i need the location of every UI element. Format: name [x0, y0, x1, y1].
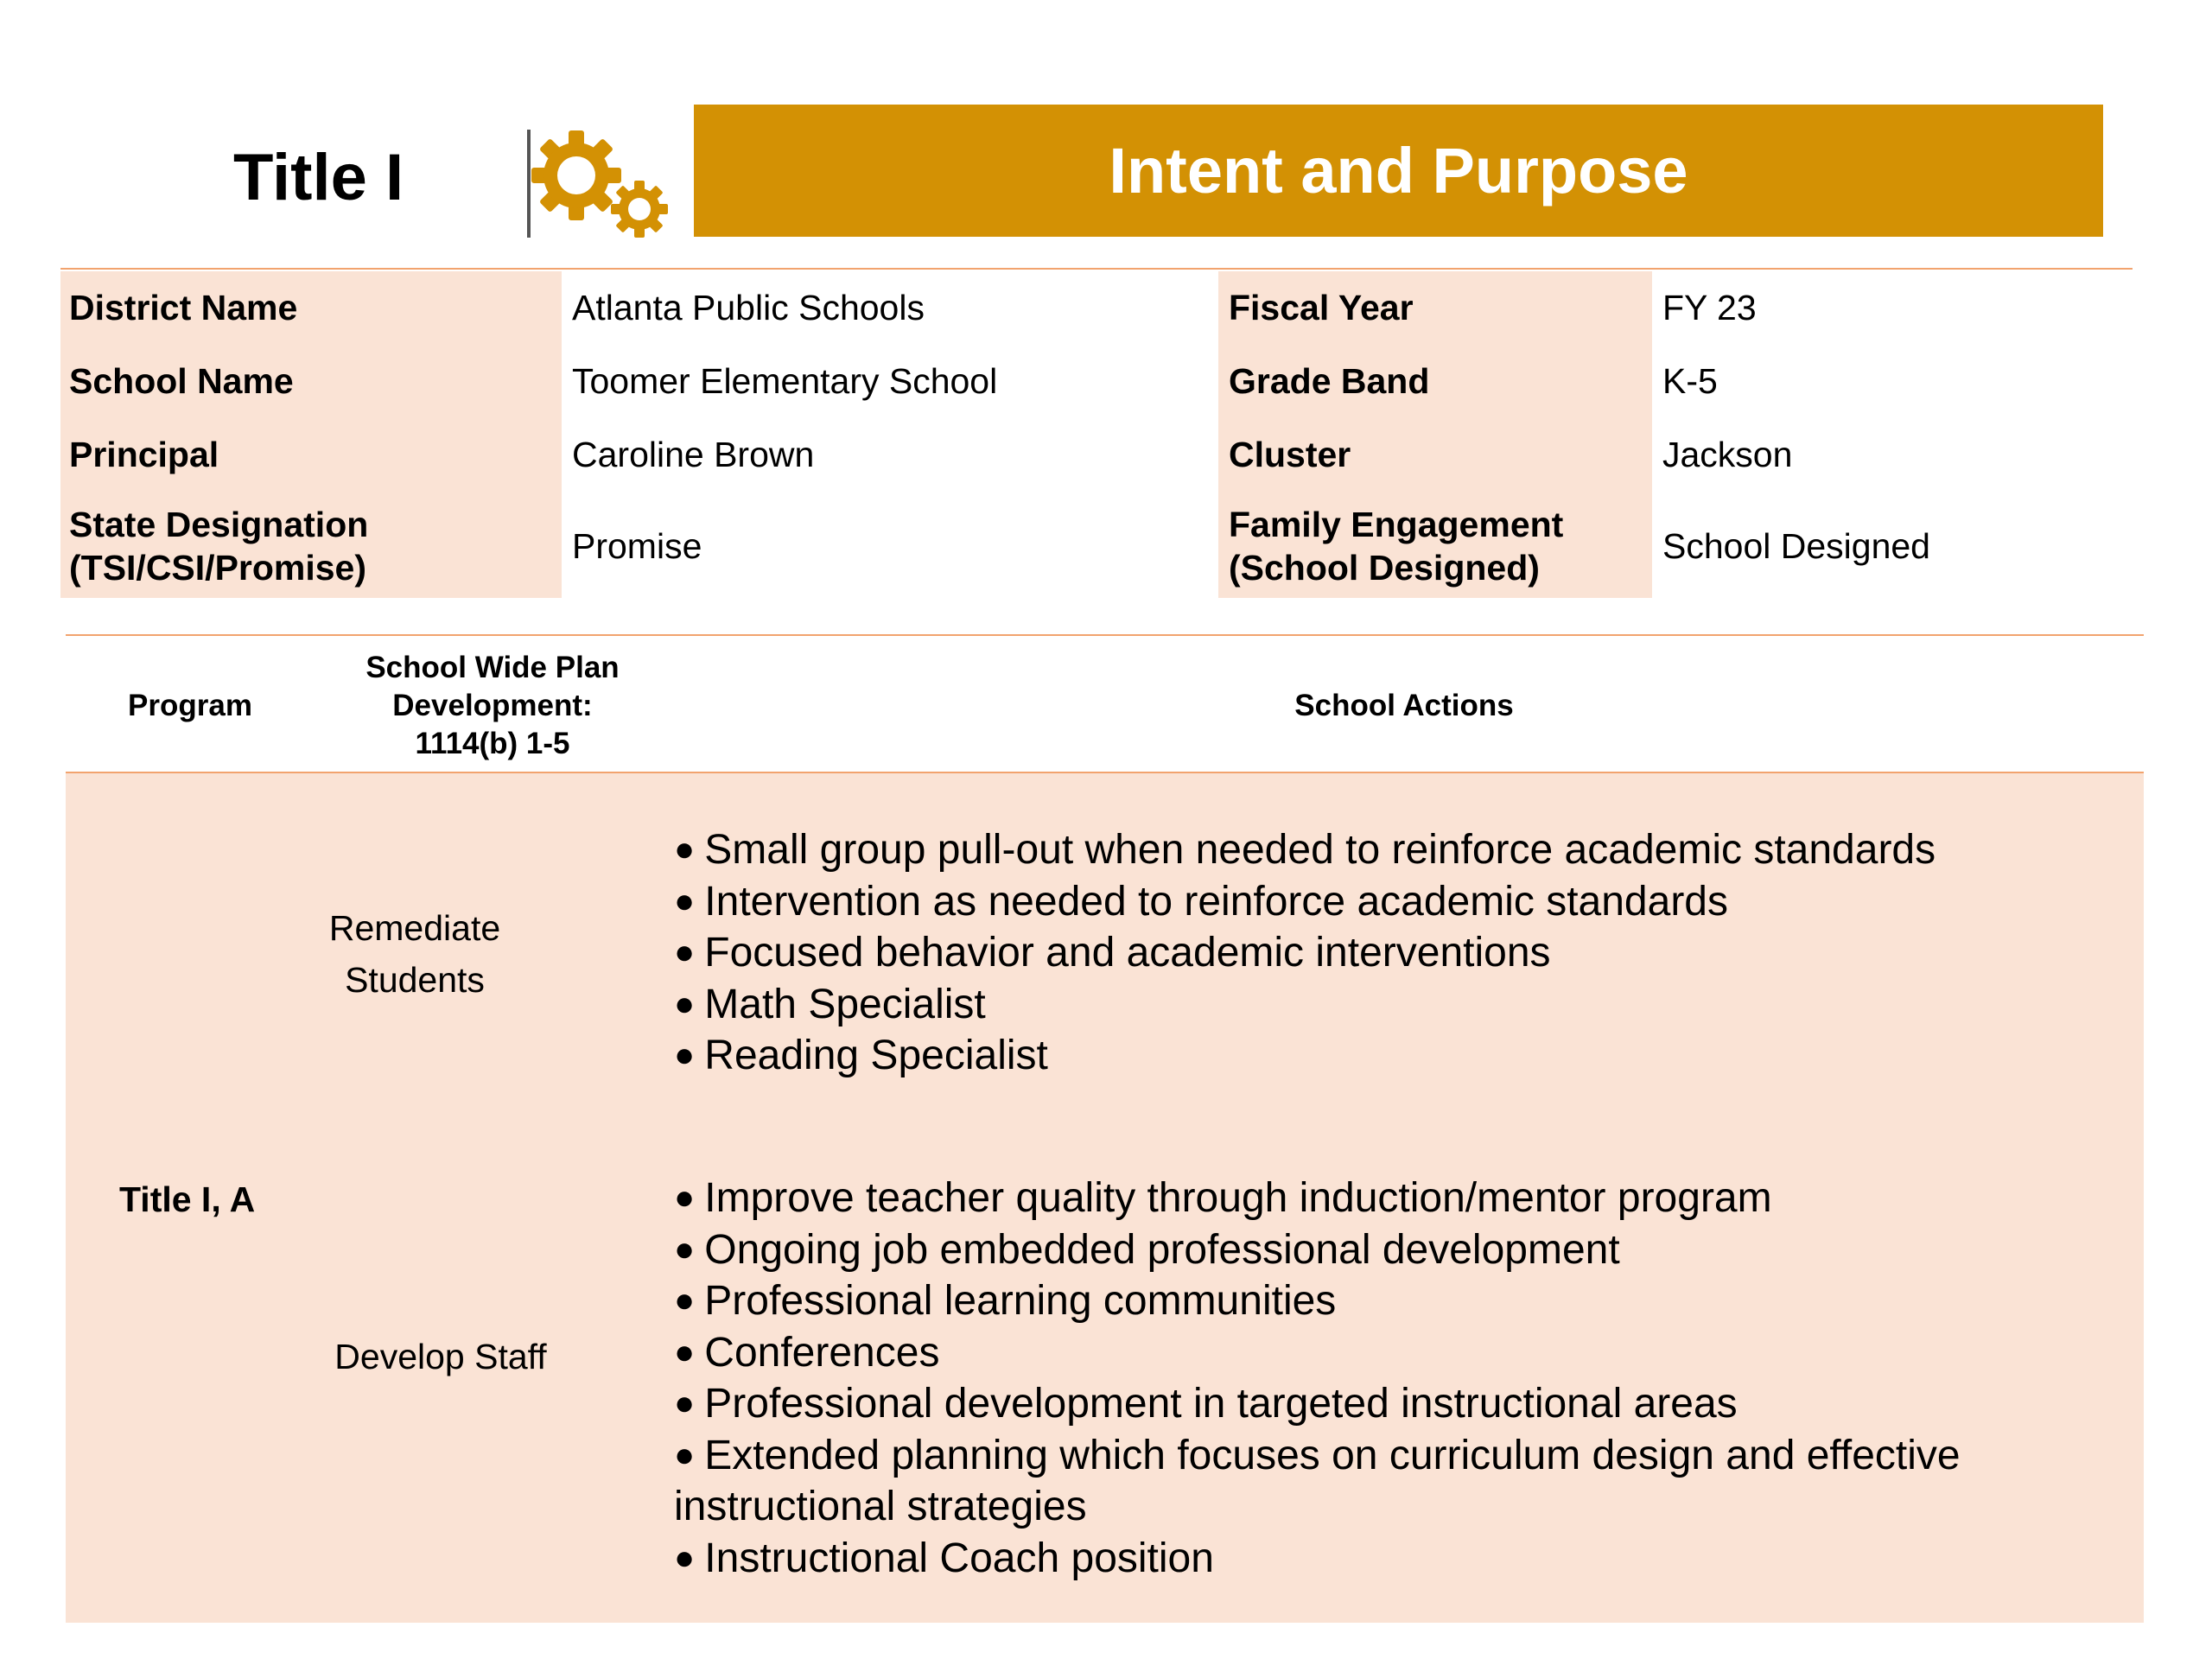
list-item: ● Focused behavior and academic interventions: [674, 927, 2126, 979]
list-item: ● Conferences: [674, 1327, 2126, 1379]
list-item: ● Improve teacher quality through induction/mentor program: [674, 1173, 2126, 1224]
principal-value: Caroline Brown: [572, 435, 815, 474]
banner-title: Intent and Purpose: [1109, 135, 1688, 207]
category-line1: Remediate: [328, 908, 501, 948]
list-item: ● Intervention as needed to reinforce academic standards: [674, 876, 2126, 928]
header-plan-line3: 1114(b) 1-5: [415, 727, 570, 760]
header-program: Program: [128, 689, 252, 722]
category-develop-staff: [320, 1331, 562, 1382]
page-title: Title I: [233, 141, 404, 214]
table-top-rule: [66, 634, 2144, 636]
principal-label: Principal: [69, 435, 219, 474]
list-item: ● Extended planning which focuses on curriculum design and effective instructional strategies: [674, 1430, 2126, 1533]
header-plan-line1: School Wide Plan: [365, 651, 620, 684]
grade-band-value: K-5: [1662, 361, 1718, 401]
family-engagement-label-line1: Family Engagement: [1229, 505, 1564, 544]
program-name: Title I, A: [119, 1179, 256, 1219]
state-designation-label: [69, 503, 368, 589]
district-name-label: District Name: [69, 288, 298, 327]
actions-develop-staff: [674, 1173, 2126, 1584]
state-designation-value: Promise: [572, 526, 702, 566]
state-designation-label-line1: State Designation: [69, 505, 369, 544]
fiscal-year-value: FY 23: [1662, 288, 1757, 327]
school-name-label: School Name: [69, 361, 294, 401]
list-item: ● Instructional Coach position: [674, 1533, 2126, 1585]
category-line2: Students: [345, 960, 485, 1000]
school-name-value: Toomer Elementary School: [572, 361, 998, 401]
cluster-label: Cluster: [1229, 435, 1351, 474]
gears-icon: [529, 128, 671, 240]
fiscal-year-label: Fiscal Year: [1229, 288, 1414, 327]
category-remediate-students: [311, 902, 518, 1006]
list-item: ● Small group pull-out when needed to reinforce academic standards: [674, 824, 2126, 876]
list-item: ● Reading Specialist: [674, 1030, 2126, 1082]
family-engagement-label-line2: (School Designed): [1229, 548, 1540, 588]
section-banner: [694, 105, 2103, 237]
family-engagement-value: School Designed: [1662, 526, 1930, 566]
list-item: ● Math Specialist: [674, 979, 2126, 1031]
list-item: ● Professional development in targeted instructional areas: [674, 1378, 2126, 1430]
header-plan-development: [328, 649, 657, 763]
state-designation-label-line2: (TSI/CSI/Promise): [69, 548, 367, 588]
family-engagement-label: [1229, 503, 1563, 589]
grade-band-label: Grade Band: [1229, 361, 1430, 401]
info-top-rule: [60, 268, 2133, 270]
actions-remediate-students: [674, 824, 2126, 1082]
list-item: ● Professional learning communities: [674, 1275, 2126, 1327]
list-item: ● Ongoing job embedded professional development: [674, 1224, 2126, 1276]
header-plan-line2: Development:: [392, 689, 593, 722]
cluster-value: Jackson: [1662, 435, 1793, 474]
category-line1: Develop Staff: [334, 1337, 547, 1376]
header-school-actions: School Actions: [1294, 689, 1514, 722]
district-name-value: Atlanta Public Schools: [572, 288, 925, 327]
